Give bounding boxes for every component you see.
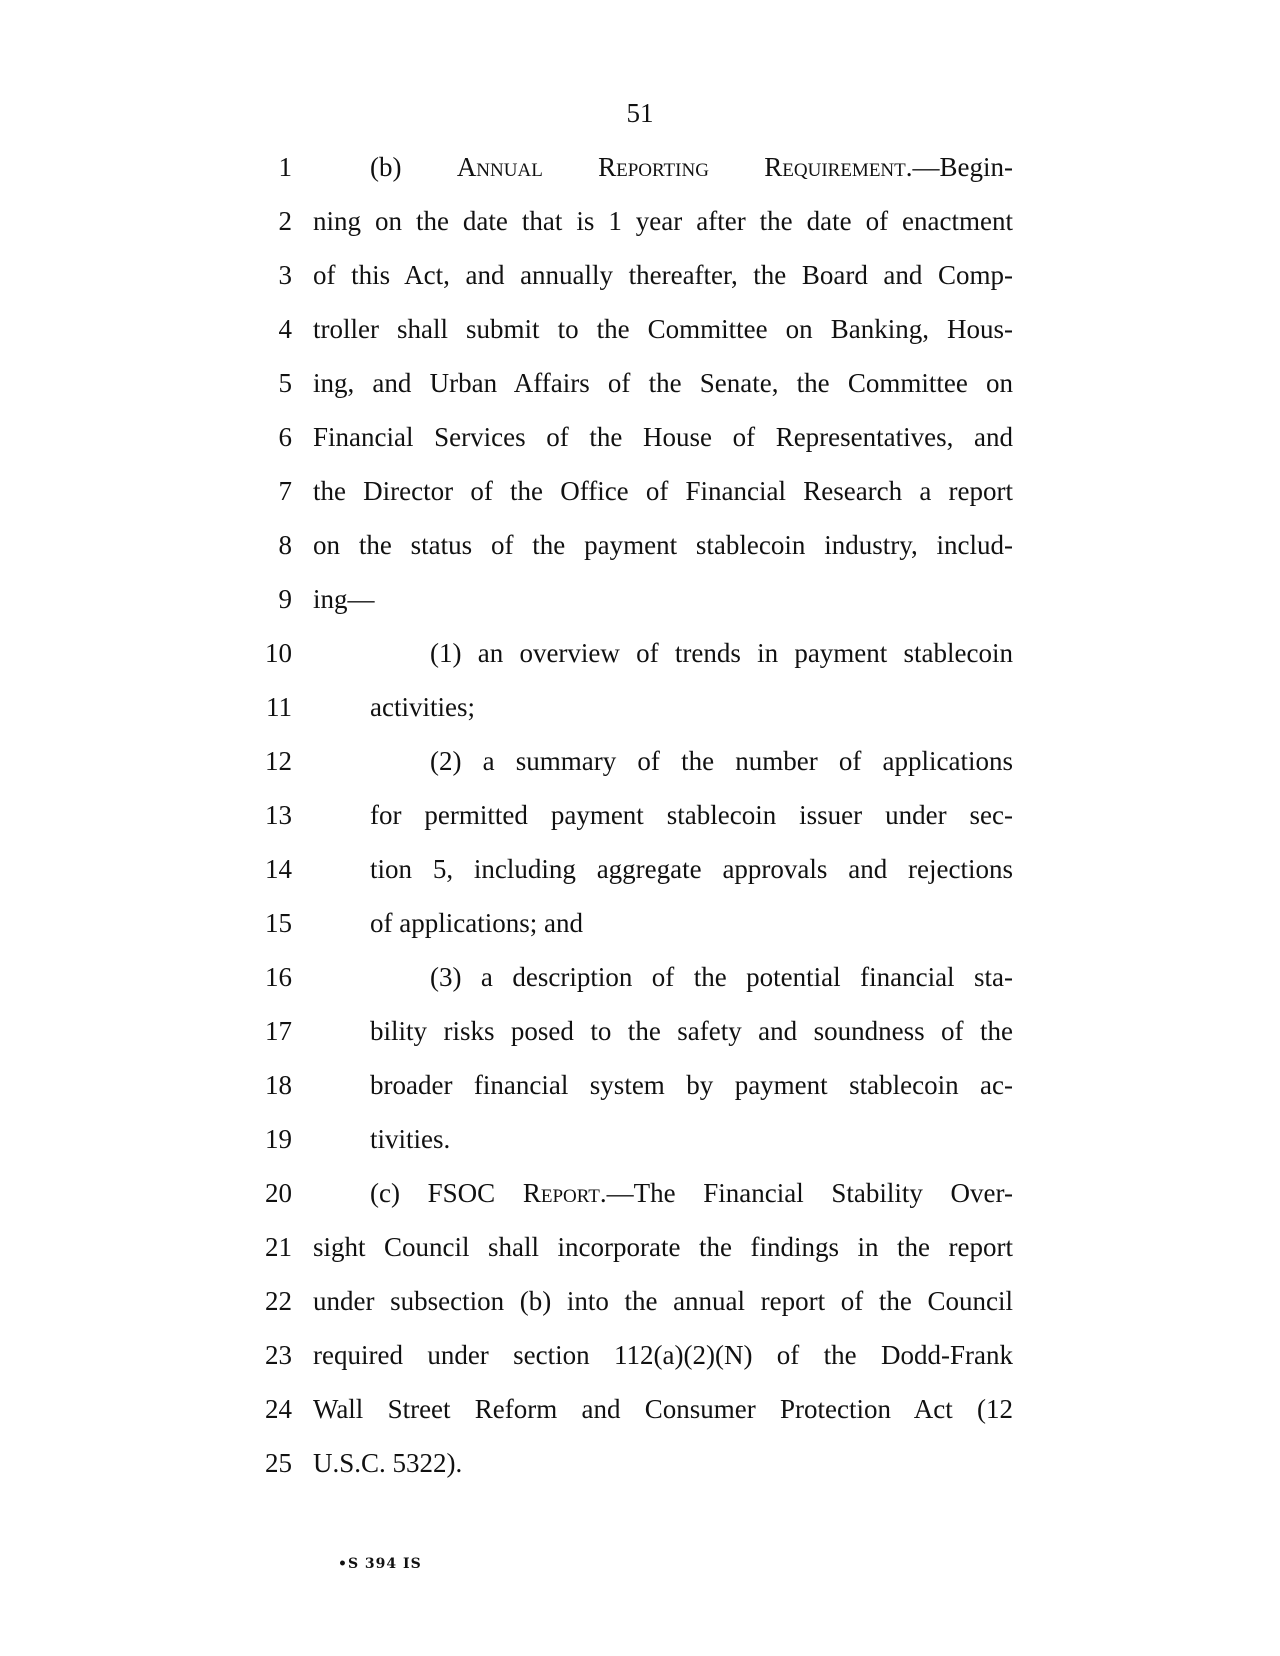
line-number: 15 (265, 908, 292, 938)
line-number: 18 (265, 1070, 292, 1100)
bill-line (0, 464, 1280, 518)
bill-line (0, 356, 1280, 410)
line-number: 9 (278, 584, 292, 614)
line-text: Wall Street Reform and Consumer Protection Act (12 (313, 1394, 1013, 1424)
bill-line (0, 950, 1280, 1004)
bill-line (0, 1058, 1280, 1112)
line-text: under subsection (b) into the annual report of the Council (313, 1286, 1013, 1316)
line-number: 17 (265, 1016, 292, 1046)
subsection-text: .—The Financial Stability Over- (599, 1178, 1013, 1208)
line-text: ing, and Urban Affairs of the Senate, the Committee on (313, 368, 1013, 398)
bill-line (0, 1436, 1280, 1490)
line-text: tion 5, including aggregate approvals and rejections (370, 854, 1013, 884)
line-number: 2 (278, 206, 292, 236)
bill-line (0, 1382, 1280, 1436)
line-number: 20 (265, 1178, 292, 1208)
line-number: 6 (278, 422, 292, 452)
line-number: 19 (265, 1124, 292, 1154)
line-number: 8 (278, 530, 292, 560)
line-number: 3 (278, 260, 292, 290)
line-text: of this Act, and annually thereafter, the Board and Comp- (313, 260, 1013, 290)
bill-line (0, 1274, 1280, 1328)
line-text: for permitted payment stablecoin issuer under sec- (370, 800, 1013, 830)
line-number: 24 (265, 1394, 292, 1424)
bill-line (0, 842, 1280, 896)
line-text: (3) a description of the potential financial sta- (430, 962, 1013, 992)
bill-line (0, 194, 1280, 248)
bill-line (0, 248, 1280, 302)
line-text: ning on the date that is 1 year after the date of enactment (313, 206, 1013, 236)
line-number: 11 (266, 692, 292, 722)
bill-text (0, 140, 1280, 1490)
bill-identifier-footer: •S 394 IS (338, 1556, 422, 1572)
line-text: required under section 112(a)(2)(N) of the Dodd-Frank (313, 1340, 1013, 1370)
bill-line (0, 1328, 1280, 1382)
line-text: on the status of the payment stablecoin industry, includ- (313, 530, 1013, 560)
line-number: 23 (265, 1340, 292, 1370)
line-number: 22 (265, 1286, 292, 1316)
bill-line (0, 626, 1280, 680)
subsection-designation: (b) (370, 152, 457, 182)
line-text: activities; (370, 692, 475, 722)
line-text: sight Council shall incorporate the findings in the report (313, 1232, 1013, 1262)
line-text: tivities. (370, 1124, 451, 1154)
line-text (313, 1166, 1013, 1220)
line-number: 25 (265, 1448, 292, 1478)
bill-line (0, 734, 1280, 788)
subsection-text: .—Begin- (905, 152, 1013, 182)
subsection-heading: Report (522, 1178, 600, 1208)
line-number: 10 (265, 638, 292, 668)
line-number: 16 (265, 962, 292, 992)
bill-line (0, 896, 1280, 950)
bill-line (0, 1220, 1280, 1274)
line-text: (2) a summary of the number of applications (430, 746, 1013, 776)
bill-line (0, 680, 1280, 734)
line-text: troller shall submit to the Committee on Banking, Hous- (313, 314, 1013, 344)
line-number: 7 (278, 476, 292, 506)
line-number: 12 (265, 746, 292, 776)
line-number: 14 (265, 854, 292, 884)
line-number: 5 (278, 368, 292, 398)
page-number: 51 (626, 98, 654, 128)
line-number: 21 (265, 1232, 292, 1262)
line-number: 4 (278, 314, 292, 344)
line-text: ing— (313, 584, 375, 614)
line-text: (1) an overview of trends in payment stablecoin (430, 638, 1013, 668)
bill-line (0, 572, 1280, 626)
bill-line (0, 518, 1280, 572)
bill-line (0, 788, 1280, 842)
bill-line (0, 1004, 1280, 1058)
line-text (313, 140, 1013, 194)
bill-line (0, 410, 1280, 464)
line-text: the Director of the Office of Financial Research a report (313, 476, 1013, 506)
subsection-heading: Annual Reporting Requirement (456, 152, 906, 182)
line-number: 1 (278, 152, 292, 182)
line-text: of applications; and (370, 908, 583, 938)
line-text: bility risks posed to the safety and soundness of the (370, 1016, 1013, 1046)
bill-line (0, 1112, 1280, 1166)
bill-line (0, 302, 1280, 356)
line-text: U.S.C. 5322). (313, 1448, 463, 1478)
bill-line (0, 1166, 1280, 1220)
line-text: Financial Services of the House of Representatives, and (313, 422, 1013, 452)
bill-line (0, 140, 1280, 194)
line-number: 13 (265, 800, 292, 830)
line-text: broader financial system by payment stablecoin ac- (370, 1070, 1013, 1100)
subsection-designation: (c) FSOC (370, 1178, 523, 1208)
